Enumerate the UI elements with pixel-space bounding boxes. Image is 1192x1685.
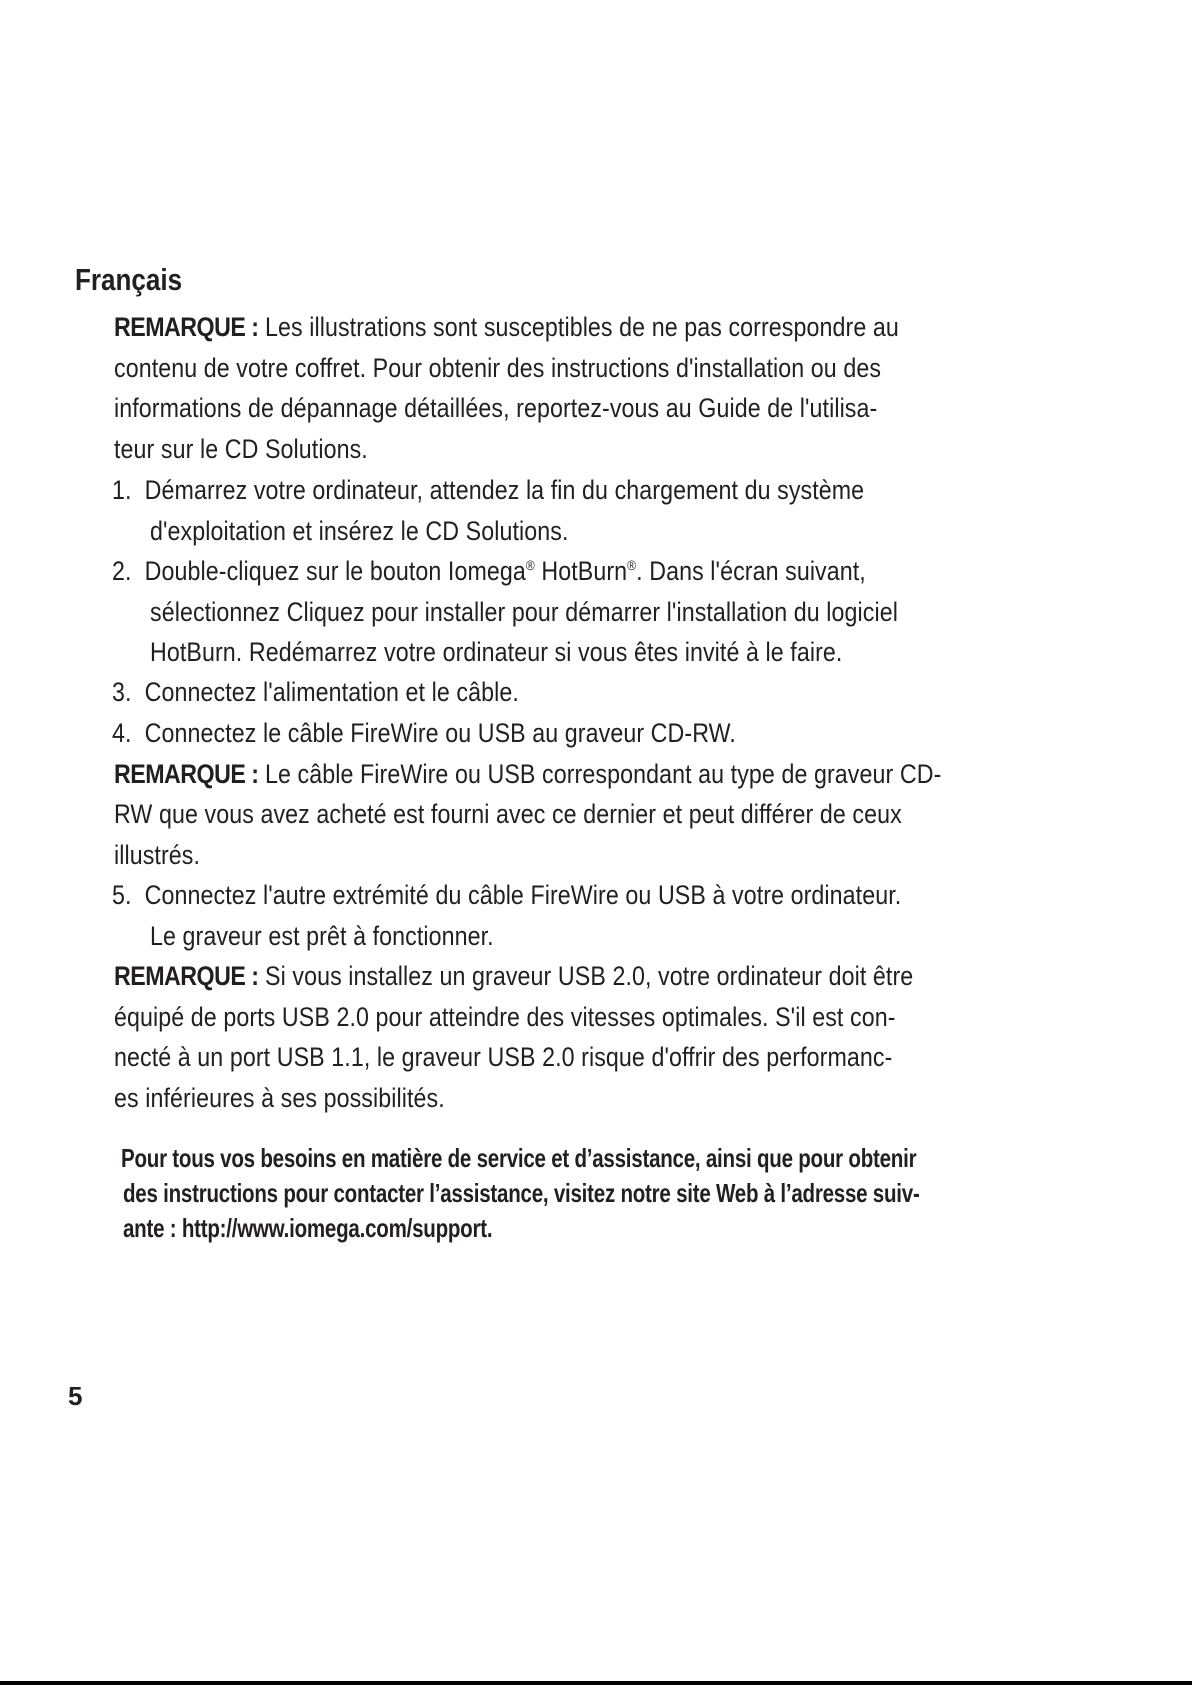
intro-note-line-3: informations de dépannage détaillées, reportez-vous au Guide de l'utilisa- xyxy=(114,393,878,423)
step-4-line-1: 4. Connectez le câble FireWire ou USB au graveur CD-RW. xyxy=(112,718,736,748)
intro-note-line-2: contenu de votre coffret. Pour obtenir des instructions d'installation ou des xyxy=(114,353,882,383)
cable-note-line-1: REMARQUE : Le câble FireWire ou USB correspondant au type de graveur CD- xyxy=(114,759,942,789)
section-heading: Français xyxy=(75,262,183,297)
step-2-line-1: 2. Double-cliquez sur le bouton Iomega® HotBurn®. Dans l'écran suivant, xyxy=(112,556,866,586)
support-line-1: Pour tous vos besoins en matière de service et d’assistance, ainsi que pour obtenir xyxy=(121,1143,917,1173)
step-number: 2. xyxy=(112,556,132,586)
usb-note-line-3: necté à un port USB 1.1, le graveur USB 2.0 risque d'offrir des performanc- xyxy=(114,1042,893,1072)
note-label: REMARQUE : xyxy=(114,759,259,789)
registered-mark: ® xyxy=(627,557,637,573)
cable-note-line-2: RW que vous avez acheté est fourni avec ce dernier et peut différer de ceux xyxy=(114,799,902,829)
note-label: REMARQUE : xyxy=(114,961,259,991)
step-3-line-1: 3. Connectez l'alimentation et le câble. xyxy=(112,677,519,707)
step-1-line-2: d'exploitation et insérez le CD Solutions. xyxy=(150,516,569,546)
step-number: 3. xyxy=(112,677,132,707)
step-number: 4. xyxy=(112,718,132,748)
step-number: 1. xyxy=(112,475,132,505)
step-number: 5. xyxy=(112,880,132,910)
intro-note-line-1: REMARQUE : Les illustrations sont susceptibles de ne pas correspondre au xyxy=(114,312,899,342)
step-1-line-1: 1. Démarrez votre ordinateur, attendez la fin du chargement du système xyxy=(112,475,865,505)
support-line-3: ante : http://www.iomega.com/support. xyxy=(123,1213,493,1243)
note-label: REMARQUE : xyxy=(114,312,259,342)
step-2-line-3: HotBurn. Redémarrez votre ordinateur si vous êtes invité à le faire. xyxy=(150,637,843,667)
intro-note-line-4: teur sur le CD Solutions. xyxy=(114,434,368,464)
cable-note-line-3: illustrés. xyxy=(114,840,201,870)
step-2-line-2: sélectionnez Cliquez pour installer pour démarrer l'installation du logiciel xyxy=(150,597,898,627)
step-5-line-1: 5. Connectez l'autre extrémité du câble FireWire ou USB à votre ordinateur. xyxy=(112,880,902,910)
registered-mark: ® xyxy=(525,557,535,573)
support-line-2: des instructions pour contacter l’assistance, visitez notre site Web à l’adresse suiv- xyxy=(123,1178,920,1208)
page-number: 5 xyxy=(68,1381,83,1411)
bottom-border xyxy=(0,1681,1192,1685)
usb-note-line-4: es inférieures à ses possibilités. xyxy=(114,1083,445,1113)
step-5-line-2: Le graveur est prêt à fonctionner. xyxy=(150,921,494,951)
usb-note-line-1: REMARQUE : Si vous installez un graveur USB 2.0, votre ordinateur doit être xyxy=(114,961,914,991)
usb-note-line-2: équipé de ports USB 2.0 pour atteindre des vitesses optimales. S'il est con- xyxy=(114,1002,896,1032)
